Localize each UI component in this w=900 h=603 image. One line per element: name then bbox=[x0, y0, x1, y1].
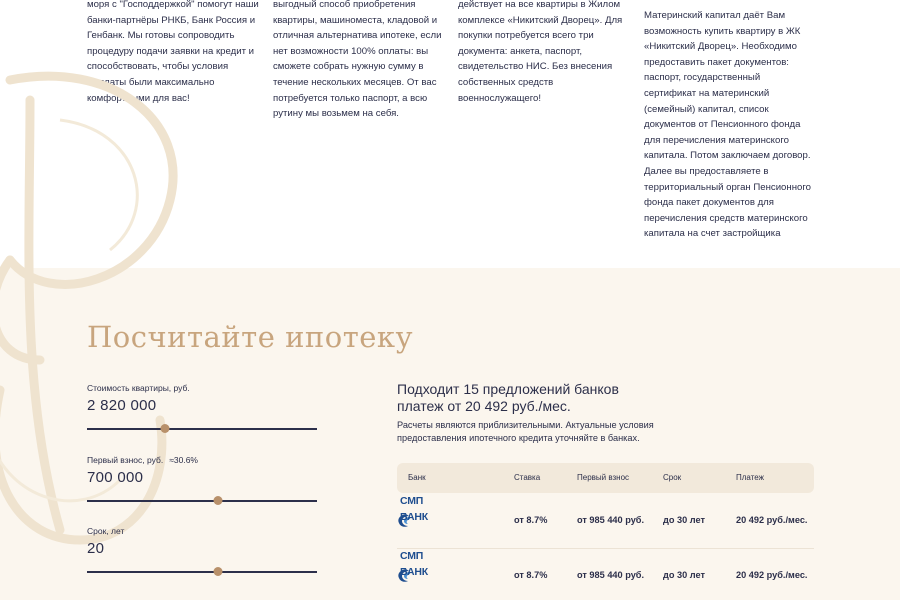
info-column-installment: выгодный способ приобретения квартиры, машиноместа, кладовой и отличная альтернатива ипотеке, если нет возможности 100% оплаты: вы сможете собрать нужную сумму в течение нескольких месяцев. От вас потребуется только паспорт, а всю рутину мы возьмем на себя. bbox=[273, 0, 442, 120]
results-heading-line2: платеж от 20 492 руб./мес. bbox=[397, 398, 571, 414]
offers-table-header bbox=[397, 463, 814, 493]
bank-logo bbox=[397, 493, 428, 548]
results-heading bbox=[397, 381, 697, 415]
term-slider[interactable] bbox=[87, 565, 317, 577]
calculator-title: Посчитайте ипотеку bbox=[87, 320, 414, 354]
term-slider-handle[interactable] bbox=[214, 567, 223, 576]
price-slider-handle[interactable] bbox=[161, 424, 170, 433]
price-value[interactable]: 2 820 000 bbox=[87, 397, 157, 414]
down-payment-slider-handle[interactable] bbox=[214, 496, 223, 505]
down-payment-percent: ≈30.6% bbox=[169, 455, 198, 465]
info-column-gov-support: моря с "Господдержкой" помогут наши банки-партнёры РНКБ, Банк Россия и Генбанк. Мы готовы сопроводить процедуру подачи заявки на кредит и способствовать, чтобы условия выплаты были максимально комфортными для вас! bbox=[87, 0, 259, 104]
offer-rate: от 8.7% bbox=[514, 570, 548, 580]
down-payment-label bbox=[87, 455, 317, 465]
info-column-military-mortgage: действует на все квартиры в Жилом комплексе «Никитский Дворец». Для покупки потребуется всего три документа: анкета, паспорт, свидетельство НИС. Без внесения собственных средств военнослужащего! bbox=[458, 0, 623, 104]
term-value[interactable]: 20 bbox=[87, 540, 105, 557]
price-label: Стоимость квартиры, руб. bbox=[87, 383, 190, 393]
offer-down-payment: от 985 440 руб. bbox=[577, 515, 645, 525]
down-payment-slider-track[interactable] bbox=[87, 500, 317, 502]
results-heading-line1: Подходит 15 предложений банков bbox=[397, 381, 619, 397]
down-payment-value[interactable]: 700 000 bbox=[87, 469, 144, 486]
price-field bbox=[87, 383, 317, 434]
offer-term: до 30 лет bbox=[663, 515, 705, 525]
column-header-rate: Ставка bbox=[514, 473, 541, 482]
offer-term: до 30 лет bbox=[663, 570, 705, 580]
term-label: Срок, лет bbox=[87, 526, 125, 536]
column-header-term: Срок bbox=[663, 473, 682, 482]
price-slider[interactable] bbox=[87, 422, 317, 434]
down-payment-field bbox=[87, 455, 317, 506]
offer-rate: от 8.7% bbox=[514, 515, 548, 525]
info-column-maternity-capital: Материнский капитал даёт Вам возможность купить квартиру в ЖК «Никитский Дворец». Необходимо предоставить пакет документов: паспорт, государственный сертификат на материнский (семейный) капитал, список документов от Пенсионного фонда для перечисления материнского капитала. Потом заключаем договор. Далее вы предоставляете в территориальный орган Пенсионного фонда пакет документов для перечисления средств материнского капитала на счет застройщика bbox=[644, 10, 811, 240]
down-payment-slider[interactable] bbox=[87, 494, 317, 506]
column-header-payment: Платеж bbox=[736, 473, 764, 482]
term-field bbox=[87, 526, 317, 577]
column-header-bank: Банк bbox=[408, 473, 426, 482]
bank-logo bbox=[397, 548, 428, 603]
offer-payment: 20 492 руб./мес. bbox=[736, 515, 808, 525]
table-row[interactable] bbox=[397, 493, 814, 549]
price-slider-track[interactable] bbox=[87, 428, 317, 430]
table-row[interactable] bbox=[397, 548, 814, 603]
bank-name: СМП БАНК bbox=[400, 550, 428, 578]
column-header-down-payment: Первый взнос bbox=[577, 473, 630, 482]
results-disclaimer: Расчеты являются приблизительными. Актуальные условия предоставления ипотечного кредита уточняйте в банках. bbox=[397, 420, 654, 443]
offer-payment: 20 492 руб./мес. bbox=[736, 570, 808, 580]
bank-name: СМП БАНК bbox=[400, 495, 428, 523]
term-slider-track[interactable] bbox=[87, 571, 317, 573]
down-payment-label-text: Первый взнос, руб. bbox=[87, 455, 164, 465]
offer-down-payment: от 985 440 руб. bbox=[577, 570, 645, 580]
info-section bbox=[0, 0, 900, 268]
